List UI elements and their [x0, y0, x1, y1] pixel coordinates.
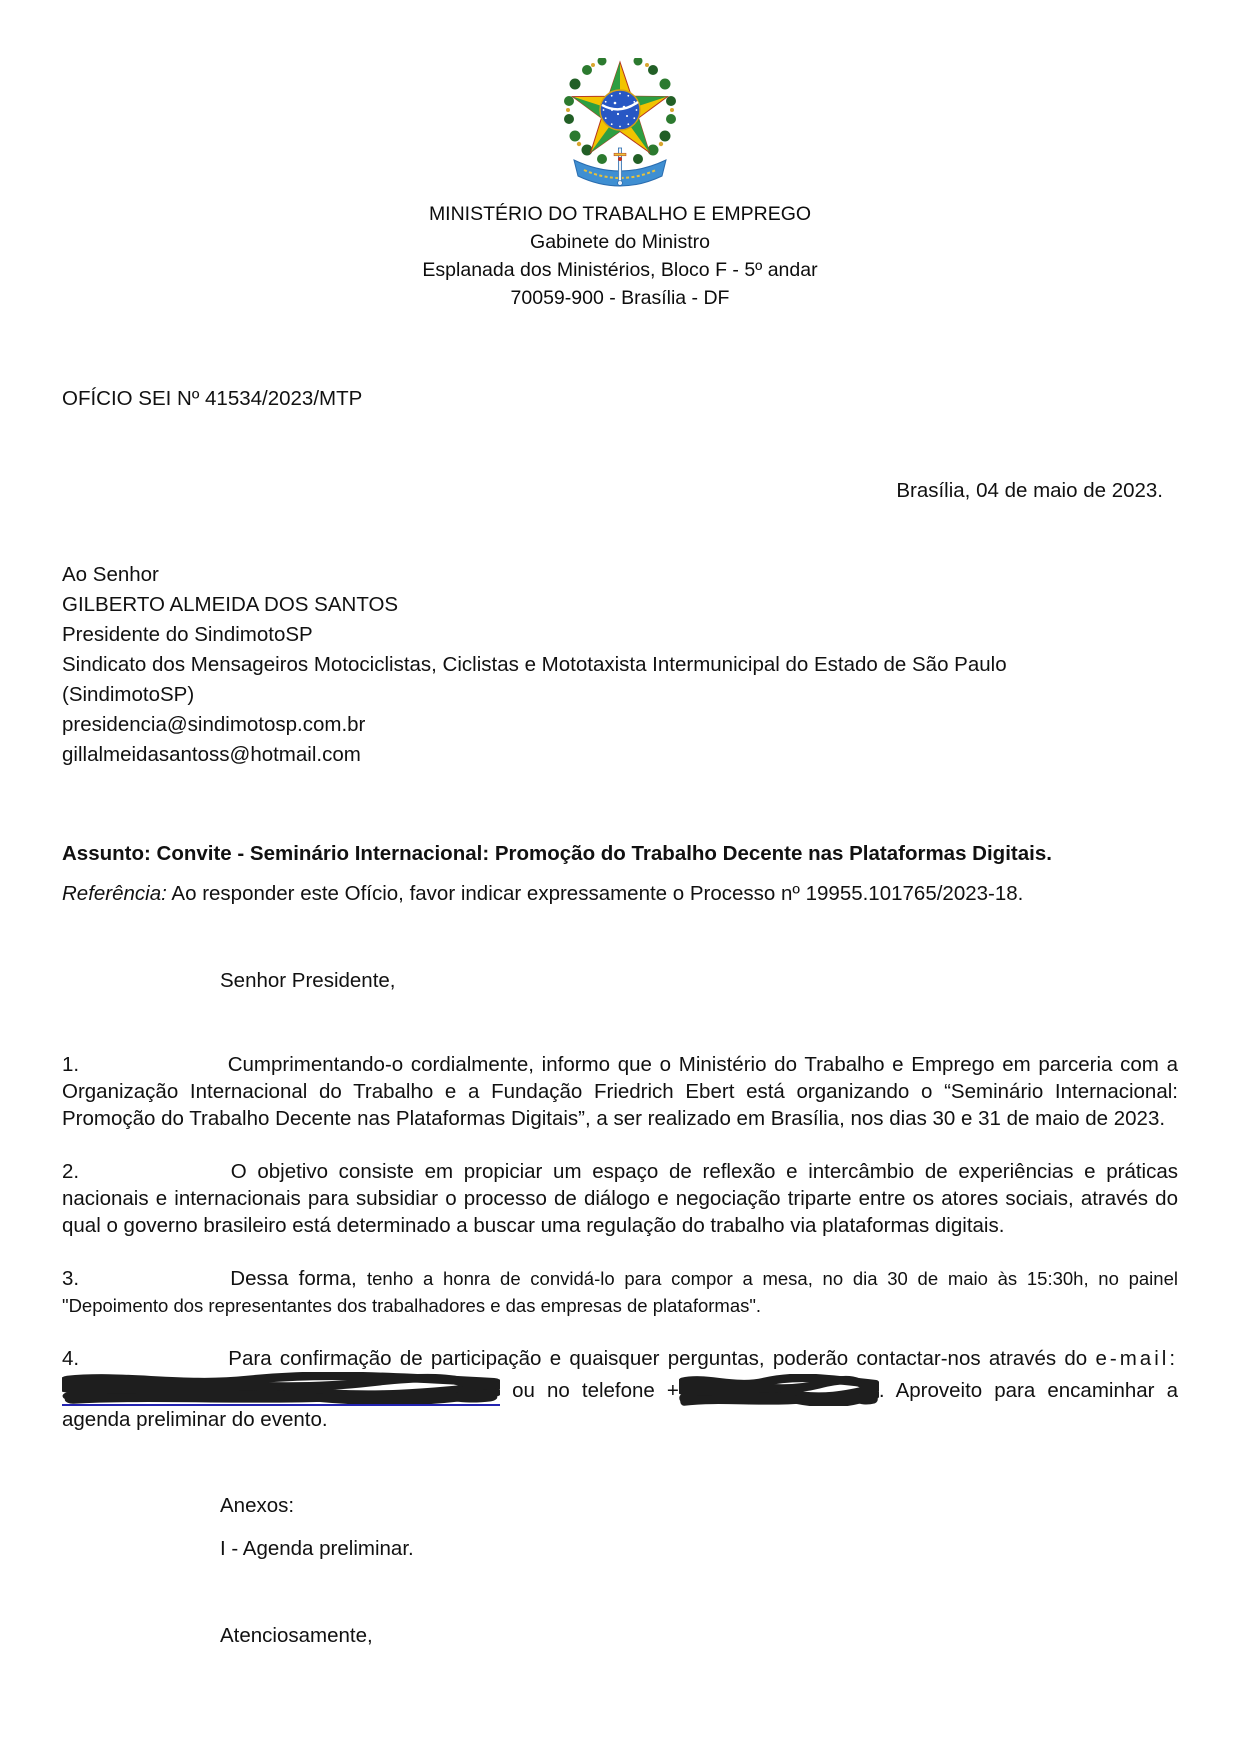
paragraph-4-between: ou no telefone + [512, 1379, 679, 1402]
office-name: Gabinete do Ministro [530, 231, 710, 253]
paragraph-3-text: tenho a honra de convidá-lo para compor a mesa, no dia 30 de maio às 15:30h, no painel "Depoimento dos representantes dos trabalhadores e das empresas de plataformas". [62, 1268, 1178, 1316]
reference-text: Ao responder este Ofício, favor indicar expressamente o Processo nº 19955.101765/2023-18. [171, 882, 1024, 905]
subject-line [62, 840, 1178, 868]
scribble-redaction-icon [679, 1374, 879, 1406]
paragraph-3-lead: Dessa forma, [230, 1267, 357, 1290]
reference-label: Referência: [62, 882, 167, 905]
celestial-globe [600, 90, 640, 130]
recipient-block [62, 560, 1178, 770]
paragraph-3-number: 3. [62, 1267, 80, 1290]
closing: Atenciosamente, [220, 1624, 373, 1647]
reference-line [62, 880, 1178, 908]
document-number: OFÍCIO SEI Nº 41534/2023/MTP [62, 387, 363, 410]
paragraph-1-text: Cumprimentando-o cordialmente, informo que o Ministério do Trabalho e Emprego em parceria com a Organização Internacional do Trabalho e a Fundação Friedrich Ebert está organizando o “Seminário Internacional: Promoção do Trabalho Decente nas Plataformas Digitais”, a ser realizado em Brasília, nos dias 30 e 31 de maio de 2023. [62, 1053, 1178, 1130]
subject-label: Assunto: [62, 842, 151, 865]
paragraph-4-number: 4. [62, 1347, 80, 1370]
paragraph-1 [62, 1051, 1178, 1132]
recipient-organization: Sindicato dos Mensageiros Motociclistas, Ciclistas e Mototaxista Intermunicipal do Estado de São Paulo [62, 653, 1007, 676]
recipient-salutation: Ao Senhor [62, 563, 159, 586]
ministry-name: MINISTÉRIO DO TRABALHO E EMPREGO [428, 203, 812, 225]
letterhead-lines [62, 200, 1178, 312]
paragraph-4 [62, 1345, 1178, 1433]
date-line: Brasília, 04 de maio de 2023. [896, 479, 1163, 502]
recipient-title: Presidente do SindimotoSP [62, 623, 313, 646]
annex-label: Anexos: [220, 1494, 295, 1517]
brazil-coat-of-arms-icon [559, 58, 681, 188]
paragraph-2 [62, 1158, 1178, 1239]
paragraph-4-email-label: e-mail: [1095, 1347, 1179, 1370]
paragraph-3 [62, 1265, 1178, 1319]
recipient-organization-abbr: (SindimotoSP) [62, 683, 195, 706]
recipient-email-primary: presidencia@sindimotosp.com.br [62, 713, 366, 736]
paragraph-2-text: O objetivo consiste em propiciar um espaço de reflexão e intercâmbio de experiências e práticas nacionais e internacionais para subsidiar o processo de diálogo e negociação triparte entre os atores sociais, através do qual o governo brasileiro está determinado a buscar uma regulação do trabalho via plataformas digitais. [62, 1160, 1178, 1237]
office-zip-city: 70059-900 - Brasília - DF [510, 287, 730, 309]
salutation: Senhor Presidente, [220, 969, 396, 992]
paragraph-4-text-end: . Aproveito para encaminhar a agenda preliminar do evento. [62, 1379, 1178, 1431]
subject-text: Convite - Seminário Internacional: Promoção do Trabalho Decente nas Plataformas Digitais. [156, 842, 1052, 865]
scribble-redaction-icon [62, 1372, 500, 1404]
paragraph-4-text-start: Para confirmação de participação e quaisquer perguntas, poderão contactar-nos através do [228, 1347, 1088, 1370]
redacted-email [62, 1372, 500, 1406]
paragraph-2-number: 2. [62, 1160, 80, 1183]
letterhead [62, 58, 1178, 312]
office-address: Esplanada dos Ministérios, Bloco F - 5º andar [422, 259, 818, 281]
redacted-phone [679, 1374, 879, 1406]
paragraph-1-number: 1. [62, 1053, 80, 1076]
annex-item: I - Agenda preliminar. [220, 1537, 414, 1560]
recipient-email-secondary: gillalmeidasantoss@hotmail.com [62, 743, 361, 766]
recipient-name: GILBERTO ALMEIDA DOS SANTOS [62, 593, 399, 616]
